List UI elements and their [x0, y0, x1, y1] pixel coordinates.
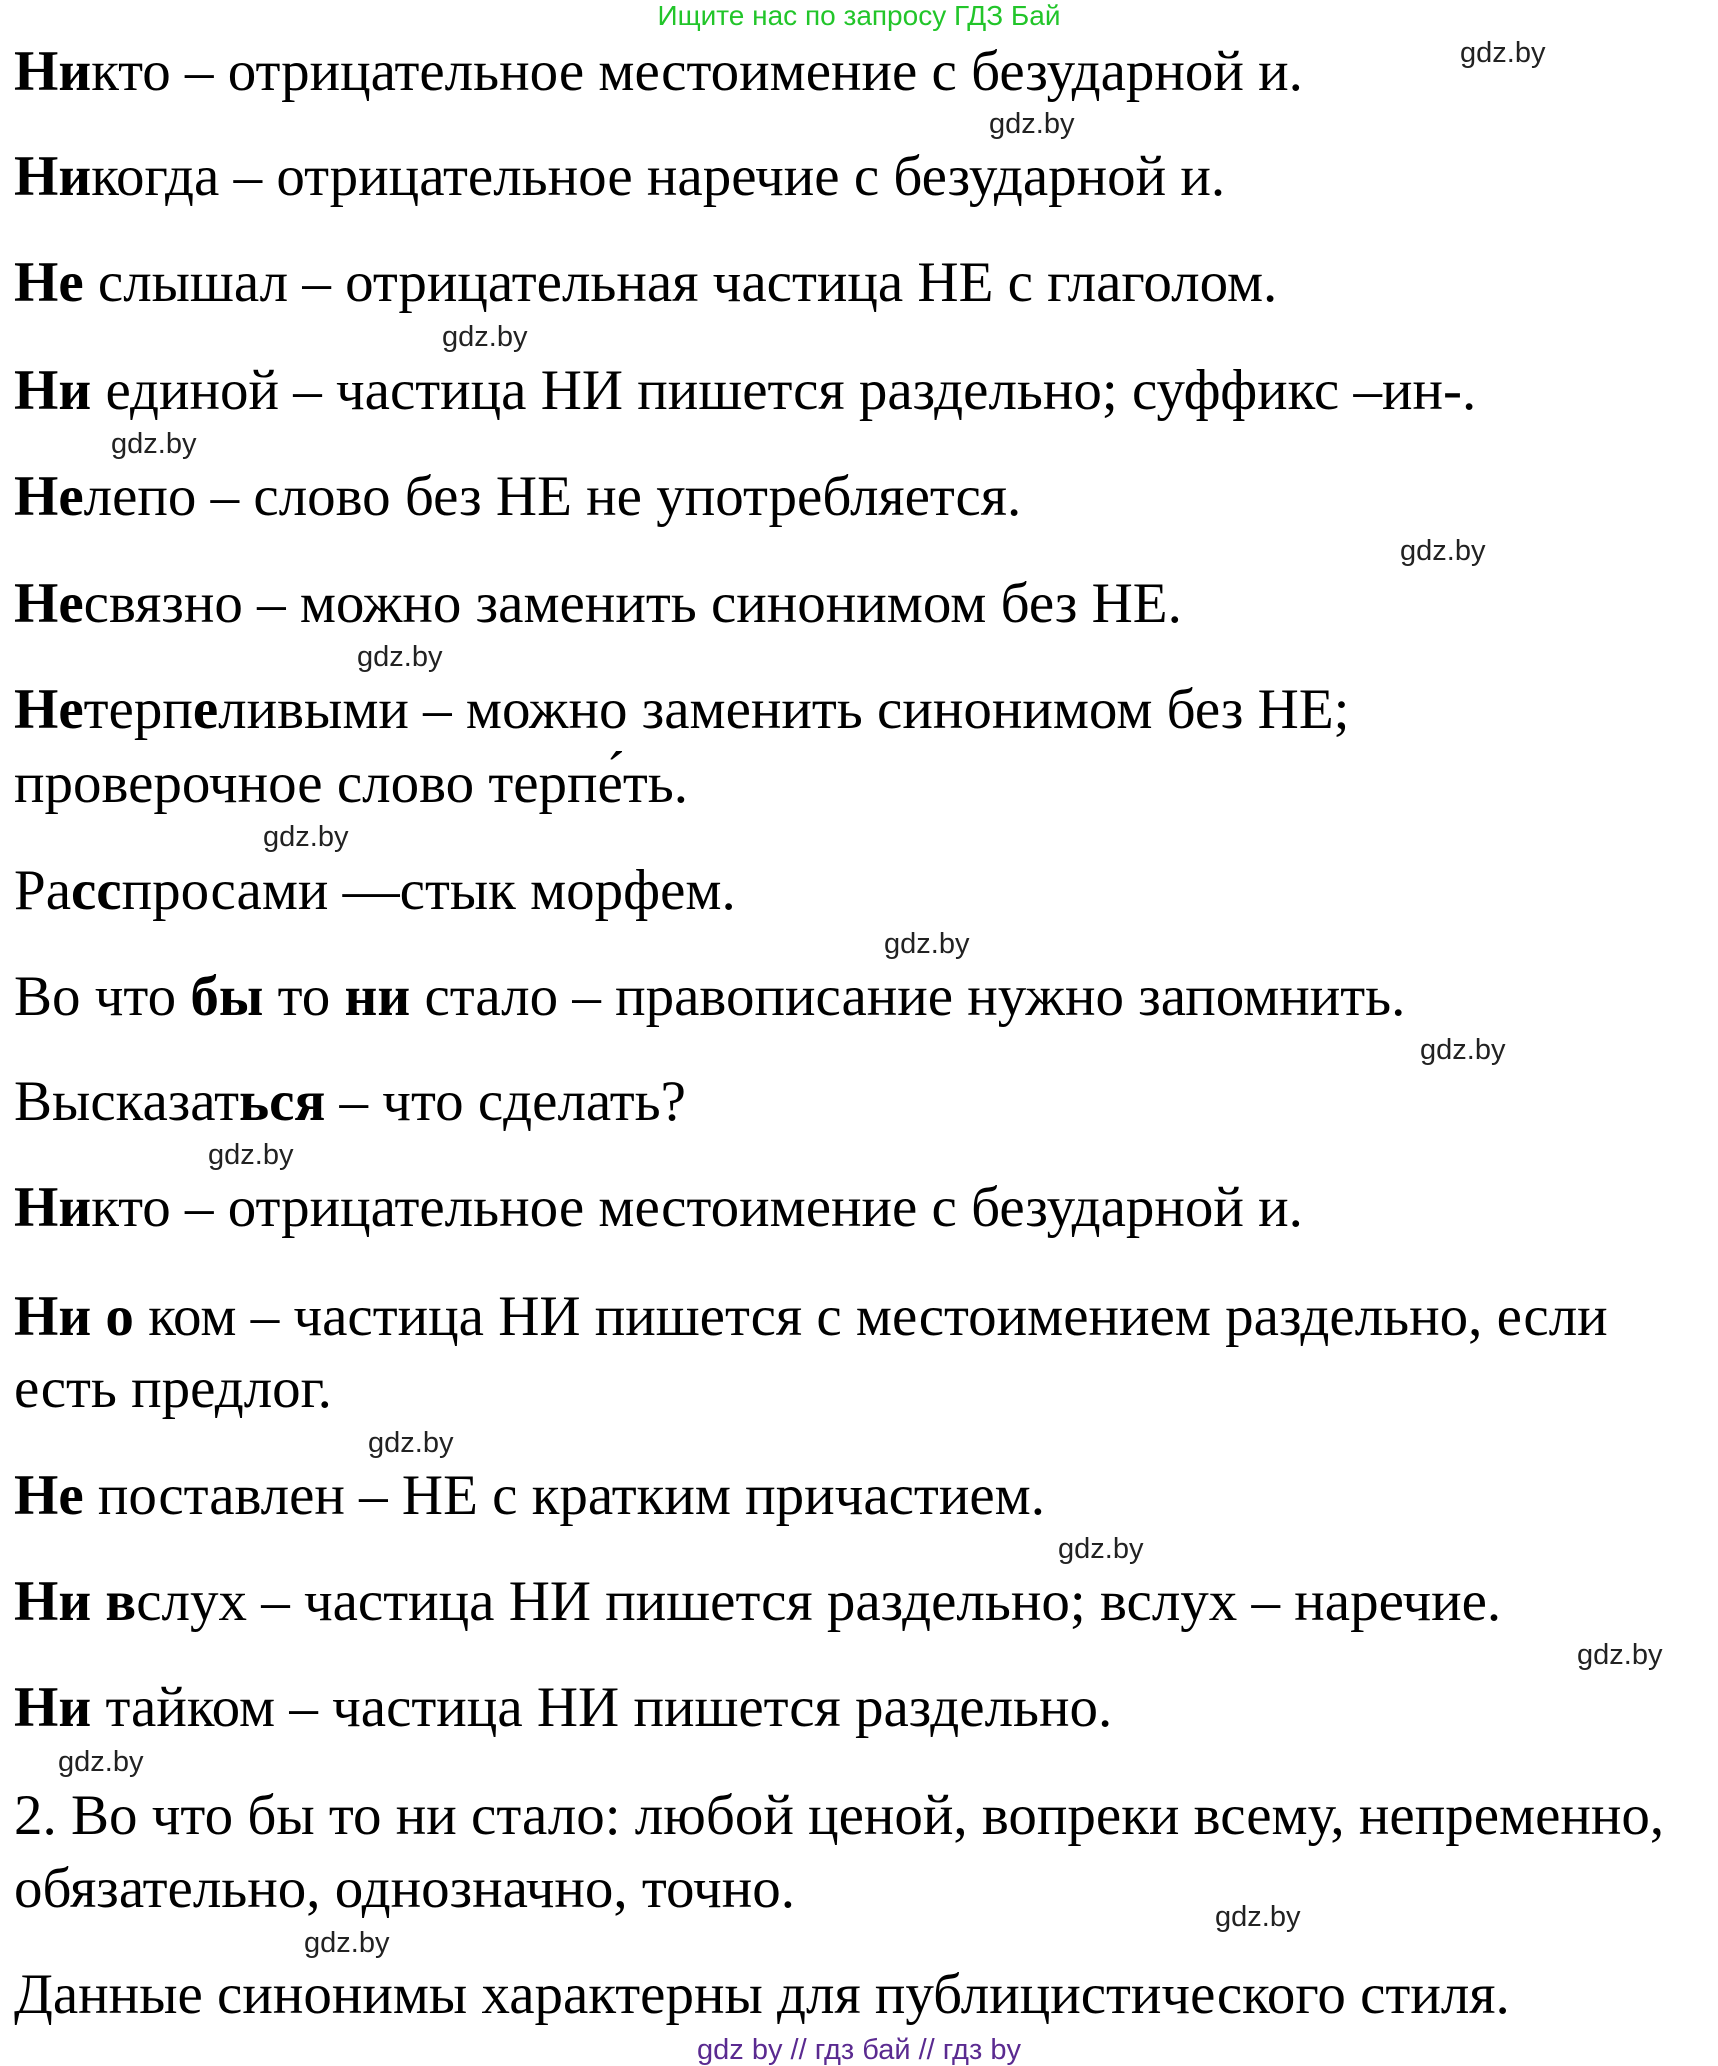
text-segment: ком – частица НИ пишется с местоимением раздельно, если — [133, 1285, 1608, 1348]
text-line — [14, 856, 736, 926]
text-segment: – что сделать? — [325, 1070, 686, 1133]
highlighted-text: ни — [344, 965, 411, 1028]
watermark: gdz.by — [989, 108, 1075, 140]
text-segment: Данные синонимы характерны для публицистического стиля. — [14, 1963, 1510, 2026]
watermark: gdz.by — [357, 641, 443, 673]
watermark: gdz.by — [58, 1746, 144, 1778]
watermark: gdz.by — [442, 321, 528, 353]
text-line — [14, 356, 1476, 426]
highlighted-text: Не — [14, 678, 84, 741]
watermark: gdz.by — [1215, 1901, 1301, 1933]
text-line — [14, 1282, 1608, 1352]
text-line — [14, 1354, 332, 1424]
text-segment: тайком – частица НИ пишется раздельно. — [91, 1676, 1113, 1739]
text-line — [14, 1673, 1112, 1743]
text-line — [14, 1173, 1303, 1243]
text-segment: есть предлог. — [14, 1357, 332, 1420]
text-segment: единой – частица НИ пишется раздельно; суффикс –ин-. — [91, 359, 1477, 422]
highlighted-text: Не — [14, 465, 84, 528]
text-segment: обязательно, однозначно, точно. — [14, 1857, 795, 1920]
text-segment: кто – отрицательное местоимение с безударной и. — [91, 1176, 1303, 1239]
highlighted-text: Не — [14, 251, 84, 314]
text-line — [14, 37, 1303, 107]
text-segment: кто – отрицательное местоимение с безударной и. — [91, 40, 1303, 103]
watermark: gdz.by — [1420, 1034, 1506, 1066]
text-segment: связно – можно заменить синонимом без НЕ. — [83, 572, 1182, 635]
highlighted-text: бы — [190, 965, 264, 1028]
highlighted-text: Не — [14, 1464, 84, 1527]
watermark: gdz.by — [263, 821, 349, 853]
text-line — [14, 1567, 1501, 1637]
watermark: gdz.by — [304, 1927, 390, 1959]
text-line — [14, 1960, 1510, 2030]
highlighted-text: Ни о — [14, 1285, 134, 1348]
footer-watermark: gdz by // гдз бай // гдз by — [697, 2034, 1021, 2066]
text-segment: 2. Во что бы то ни стало: любой ценой, вопреки всему, непременно, — [14, 1784, 1665, 1847]
text-line — [14, 1781, 1664, 1851]
watermark: gdz.by — [208, 1139, 294, 1171]
text-line — [14, 142, 1225, 212]
text-segment: Высказат — [14, 1070, 239, 1133]
text-line — [14, 569, 1182, 639]
text-segment: ливыми – можно заменить синонимом без НЕ; — [218, 678, 1350, 741]
highlighted-text: е — [192, 678, 219, 741]
text-line — [14, 749, 688, 819]
highlighted-text: Ни — [14, 145, 92, 208]
highlighted-text: Ни — [14, 40, 92, 103]
text-segment: терп — [83, 678, 193, 741]
text-line — [14, 675, 1350, 745]
text-segment: лепо – слово без НЕ не употребляется. — [83, 465, 1022, 528]
watermark: gdz.by — [368, 1427, 454, 1459]
text-line — [14, 1067, 686, 1137]
text-line — [14, 1461, 1045, 1531]
watermark: gdz.by — [1400, 535, 1486, 567]
highlighted-text: Ни в — [14, 1570, 137, 1633]
watermark: gdz.by — [1460, 37, 1546, 69]
text-line — [14, 462, 1021, 532]
text-segment: стало – правописание нужно запомнить. — [410, 965, 1406, 1028]
watermark: gdz.by — [111, 428, 197, 460]
highlighted-text: ься — [239, 1070, 326, 1133]
text-segment: то — [263, 965, 345, 1028]
watermark: gdz.by — [1058, 1533, 1144, 1565]
text-line — [14, 962, 1405, 1032]
text-segment: просами —стык морфем. — [121, 859, 736, 922]
watermark: gdz.by — [1577, 1639, 1663, 1671]
text-line — [14, 248, 1277, 318]
header-search-hint: Ищите нас по запросу ГДЗ Бай — [657, 0, 1061, 31]
text-segment: проверочное слово терпе́ть. — [14, 752, 689, 815]
text-segment: слух – частица НИ пишется раздельно; вслух – наречие. — [136, 1570, 1502, 1633]
highlighted-text: Ни — [14, 1676, 92, 1739]
highlighted-text: сс — [71, 859, 122, 922]
highlighted-text: Ни — [14, 1176, 92, 1239]
text-segment: когда – отрицательное наречие с безударной и. — [91, 145, 1226, 208]
highlighted-text: Ни — [14, 359, 92, 422]
text-line — [14, 1854, 795, 1924]
highlighted-text: Не — [14, 572, 84, 635]
text-segment: Во что — [14, 965, 191, 1028]
text-segment: Ра — [14, 859, 71, 922]
text-segment: поставлен – НЕ с кратким причастием. — [83, 1464, 1045, 1527]
watermark: gdz.by — [884, 928, 970, 960]
text-segment: слышал – отрицательная частица НЕ с глаголом. — [83, 251, 1278, 314]
